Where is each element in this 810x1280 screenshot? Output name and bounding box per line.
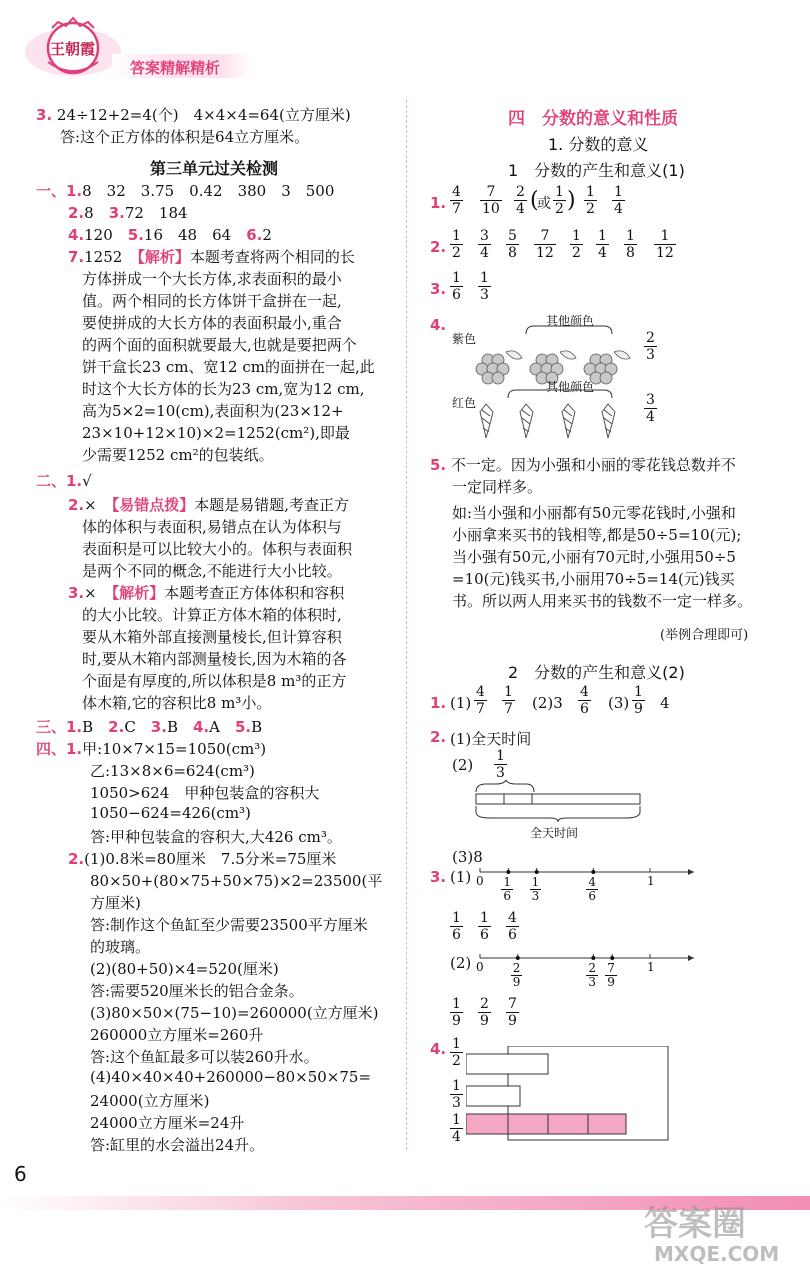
lesson1-title: 1 分数的产生和意义(1) xyxy=(508,161,685,180)
q2-num: 2. xyxy=(430,238,447,256)
l2-q3-2: (2) xyxy=(450,954,472,972)
number-line-label: $\frac{2}{9}$ xyxy=(512,961,521,989)
nl2-answers xyxy=(450,996,540,1036)
l2-q2-3: (3)8 xyxy=(452,848,483,866)
number-line-answer: $\frac{4}{6}$ xyxy=(508,910,517,943)
l2-q4-num: 4. xyxy=(430,1040,447,1058)
l-line-35: 方厘米) xyxy=(90,894,141,912)
number-line-point xyxy=(506,870,510,874)
q5-line-2: 如:当小强和小丽都有50元零花钱时,小强和 xyxy=(452,504,736,522)
q5-line-4: 当小强有50元,小丽有70元时,小强用50÷5 xyxy=(452,548,736,566)
q2-frac-0: $\frac{1}{2}$ xyxy=(452,228,461,261)
q5-line-0: 5. 不一定。因为小强和小丽的零花钱总数并不 xyxy=(430,456,736,474)
l-line-45: 24000立方厘米=24升 xyxy=(90,1114,245,1132)
sub-title: 1. 分数的意义 xyxy=(548,135,649,154)
number-line-answer: $\frac{1}{6}$ xyxy=(452,910,461,943)
number-line-answer: $\frac{2}{9}$ xyxy=(480,996,489,1029)
l-line-18: 体的体积与表面积,易错点在认为体积与 xyxy=(82,518,342,536)
q5-line-5: =10(元)钱买书,小丽用70÷5=14(元)钱买 xyxy=(452,570,735,588)
q1-num: 1. xyxy=(430,194,447,212)
l-line-14: 23×10+12×10)×2=1252(cm²),即最 xyxy=(82,424,350,442)
l-line-41: 260000立方厘米=260升 xyxy=(90,1026,264,1044)
number-line-label: $\frac{4}{6}$ xyxy=(588,875,596,903)
l2-q1-frac-0: $\frac{4}{7}$ xyxy=(476,684,485,717)
q1-paren-l: ( xyxy=(530,188,539,213)
l-line-39: 答:需要520厘米长的铝合金条。 xyxy=(90,982,304,1000)
q1-frac-2: $\frac{2}{4}$ xyxy=(516,184,525,217)
l-line-11: 饼干盒长23 cm、宽12 cm的面拼在一起,此 xyxy=(82,358,375,376)
l2-q1-c: (3) xyxy=(608,694,630,712)
l-line-44: 24000(立方厘米) xyxy=(90,1092,210,1110)
q1-frac-0: $\frac{4}{7}$ xyxy=(452,184,461,217)
l2-q1-frac-1: $\frac{1}{7}$ xyxy=(504,684,513,717)
l-line-1: 答:这个正方体的体积是64立方厘米。 xyxy=(60,128,310,146)
q4-num: 4. xyxy=(430,316,447,334)
q2-frac-2: $\frac{5}{8}$ xyxy=(508,228,517,261)
brand-badge xyxy=(22,14,124,78)
nl1-answers xyxy=(450,910,540,950)
l-line-43: (4)40×40×40+260000−80×50×75= xyxy=(90,1068,372,1086)
l2-q2-frac: $\frac{1}{3}$ xyxy=(496,748,505,781)
number-line-label: $\frac{1}{6}$ xyxy=(503,875,511,903)
number-line-label: $\frac{2}{3}$ xyxy=(588,961,596,989)
number-line-answer: $\frac{7}{9}$ xyxy=(508,996,517,1029)
column-divider xyxy=(406,100,407,1150)
l-line-42: 答:这个鱼缸最多可以装260升水。 xyxy=(90,1048,319,1066)
lesson2-title: 2 分数的产生和意义(2) xyxy=(508,663,685,682)
number-line-label: $\frac{1}{3}$ xyxy=(531,875,540,903)
q4b-frac-1: $\frac{1}{3}$ xyxy=(452,1078,461,1111)
l-line-37: 的玻璃。 xyxy=(90,938,151,956)
l-line-6: 7.1252 【解析】本题考查将两个相同的长 xyxy=(68,248,355,266)
q2-frac-3: $\frac{7}{12}$ xyxy=(536,228,554,261)
number-line-1-container xyxy=(470,862,700,912)
day-time-bar-diagram xyxy=(470,780,650,824)
q3-num: 3. xyxy=(430,280,447,298)
unit-title: 四 分数的意义和性质 xyxy=(508,109,678,129)
number-line-2-container xyxy=(470,948,700,998)
l-line-22: 的大小比较。计算正方体木箱的体积时, xyxy=(82,606,342,624)
l-line-16: 二、1.√ xyxy=(36,472,92,490)
q1-or: 或 xyxy=(537,196,551,212)
l-line-26: 体木箱,它的容积比8 m³小。 xyxy=(82,694,272,712)
q2-frac-1: $\frac{3}{4}$ xyxy=(480,228,489,261)
l-line-29: 乙:13×8×6=624(cm³) xyxy=(90,762,255,780)
l-line-17: 2.× 【易错点拨】本题是易错题,考查正方 xyxy=(68,496,350,514)
q4-red-label: 红色 xyxy=(452,396,477,410)
number-line-point xyxy=(516,956,520,960)
l-line-0: 3. 24÷12+2=4(个) 4×4×4=64(立方厘米) xyxy=(36,106,351,124)
l2-q2-axis-label: 全天时间 xyxy=(530,826,579,840)
l-line-15: 少需要1252 cm²的包装纸。 xyxy=(82,446,274,464)
number-line-point xyxy=(591,870,595,874)
l-line-27: 三、1.B 2.C 3.B 4.A 5.B xyxy=(36,718,263,736)
l-line-30: 1050>624 甲种包装盒的容积大 xyxy=(90,784,320,802)
l2-q3-1: (1) xyxy=(450,868,472,886)
number-line-answer: $\frac{1}{9}$ xyxy=(452,996,461,1029)
q5-line-6: 书。所以两人用来买书的钱数不一定一样多。 xyxy=(452,592,753,610)
number-line-zero: 0 xyxy=(476,960,484,974)
number-line-point xyxy=(535,870,539,874)
q1-frac-5: $\frac{1}{4}$ xyxy=(614,184,623,217)
l-line-33: 2.(1)0.8米=80厘米 7.5分米=75厘米 xyxy=(68,850,337,868)
l-line-31: 1050−624=426(cm³) xyxy=(90,804,251,822)
l-line-13: 高为5×2=10(cm),表面积为(23×12+ xyxy=(82,402,344,420)
l2-q1-end: 4 xyxy=(660,694,670,712)
q4b-frac-0: $\frac{1}{2}$ xyxy=(452,1036,461,1069)
q1-frac-3: $\frac{1}{2}$ xyxy=(555,184,564,217)
l-line-19: 表面积是可以比较大小的。体积与表面积 xyxy=(82,540,353,558)
section-title-unit3: 第三单元过关检测 xyxy=(150,159,279,178)
number-line-one: 1 xyxy=(647,960,655,974)
q2-frac-5: $\frac{1}{4}$ xyxy=(598,228,607,261)
l-line-32: 答:甲种包装盒的容积大,大426 cm³。 xyxy=(90,828,342,846)
l-line-21: 3.× 【解析】本题考查正方体体积和容积 xyxy=(68,584,345,602)
brand-name: 王朝霞 xyxy=(50,40,96,58)
l2-q2-1: (1)全天时间 xyxy=(450,730,532,748)
q2-frac-4: $\frac{1}{2}$ xyxy=(572,228,581,261)
number-line-point xyxy=(610,956,614,960)
grape-row-2-illustration xyxy=(468,386,638,444)
arrow-icon xyxy=(688,869,694,875)
l2-q2-num: 2. xyxy=(430,728,447,746)
number-line-2 xyxy=(470,948,700,972)
number-line-point xyxy=(591,956,595,960)
watermark-site: MXQE.COM xyxy=(654,1242,780,1266)
q4-purple-label: 紫色 xyxy=(452,332,477,346)
number-line-answer: $\frac{1}{6}$ xyxy=(480,910,489,943)
l-line-9: 要使拼成的大长方体的表面积最小,重合 xyxy=(82,314,342,332)
fraction-strips-diagram xyxy=(466,1046,672,1142)
q1-frac-1: $\frac{7}{10}$ xyxy=(482,184,500,217)
l-line-23: 要从木箱外部直接测量棱长,但计算容积 xyxy=(82,628,342,646)
q2-frac-7: $\frac{1}{12}$ xyxy=(656,228,674,261)
l-line-20: 是两个不同的概念,不能进行大小比较。 xyxy=(82,562,342,580)
arrow-icon xyxy=(688,955,694,961)
l-line-36: 答:制作这个鱼缸至少需要23500平方厘米 xyxy=(90,916,368,934)
l-line-46: 答:缸里的水会溢出24升。 xyxy=(90,1136,265,1154)
q4-other-label-2: 其他颜色 xyxy=(546,380,595,394)
l2-q3-num: 3. xyxy=(430,868,447,886)
q2-frac-6: $\frac{1}{8}$ xyxy=(626,228,635,261)
l-line-8: 值。两个相同的长方体饼干盒拼在一起, xyxy=(82,292,342,310)
l-line-25: 个面是有厚度的,所以体积是8 m³的正方 xyxy=(82,672,347,690)
l2-q1-frac-3: $\frac{1}{9}$ xyxy=(634,684,643,717)
l2-q2-2: (2) xyxy=(452,756,474,774)
l-line-12: 时这个大长方体的长为23 cm,宽为12 cm, xyxy=(82,380,365,398)
watermark-logo: 答案圈 xyxy=(644,1204,746,1244)
l2-q1-a: (1) xyxy=(450,694,472,712)
l-line-4: 2.8 3.72 184 xyxy=(68,204,188,222)
l-line-5: 4.120 5.16 48 64 6.2 xyxy=(68,226,272,244)
q1-paren-r: ) xyxy=(567,188,576,213)
q5-line-3: 小丽拿来买书的钱相等,都是50÷5=10(元); xyxy=(452,526,742,544)
l-line-38: (2)(80+50)×4=520(厘米) xyxy=(90,960,279,978)
q1-frac-4: $\frac{1}{2}$ xyxy=(586,184,595,217)
number-line-label: $\frac{7}{9}$ xyxy=(607,961,615,989)
l2-q1-b: (2)3 xyxy=(532,694,563,712)
page-number: 6 xyxy=(14,1162,27,1186)
l2-q1-num: 1. xyxy=(430,694,447,712)
number-line-one: 1 xyxy=(647,874,655,888)
q3-frac-1: $\frac{1}{3}$ xyxy=(480,270,489,303)
q3-frac-0: $\frac{1}{6}$ xyxy=(452,270,461,303)
header-tagline: 答案精解精析 xyxy=(130,59,221,77)
l-line-7: 方体拼成一个大长方体,求表面积的最小 xyxy=(82,270,342,288)
l-line-24: 时,要从木箱内部测量棱长,因为木箱的各 xyxy=(82,650,347,668)
q4-frac-2: $\frac{3}{4}$ xyxy=(646,392,655,425)
l-line-28: 四、1.甲:10×7×15=1050(cm³) xyxy=(36,740,267,758)
q5-line-1: 一定同样多。 xyxy=(452,478,543,496)
l-line-10: 的两个面的面积就要最大,也就是要把两个 xyxy=(82,336,357,354)
q4-frac-1: $\frac{2}{3}$ xyxy=(646,330,655,363)
q4b-frac-2: $\frac{1}{4}$ xyxy=(452,1112,461,1145)
l-line-3: 一、1.8 32 3.75 0.42 380 3 500 xyxy=(36,182,335,200)
number-line-zero: 0 xyxy=(476,874,484,888)
l-line-34: 80×50+(80×75+50×75)×2=23500(平 xyxy=(90,872,383,890)
l2-q1-frac-2: $\frac{4}{6}$ xyxy=(580,684,589,717)
l-line-40: (3)80×50×(75−10)=260000(立方厘米) xyxy=(90,1004,379,1022)
q5-note: (举例合理即可) xyxy=(660,628,749,643)
q4-other-label-1: 其他颜色 xyxy=(546,314,595,328)
